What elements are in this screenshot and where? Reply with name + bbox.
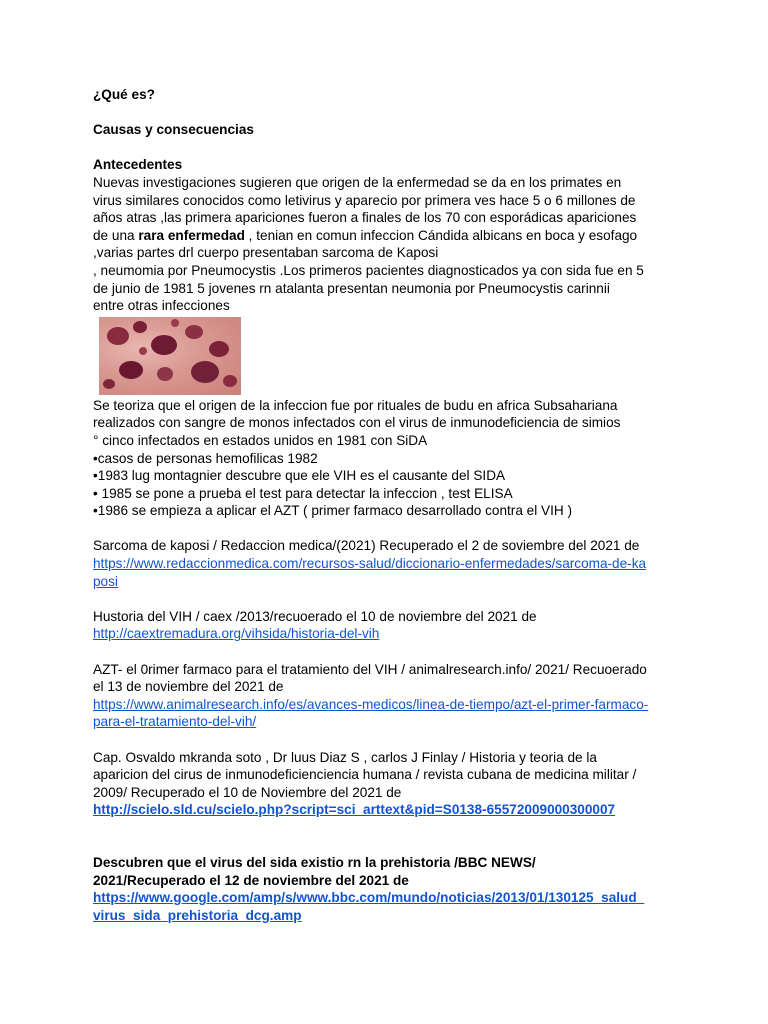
document-body [93, 86, 683, 925]
reference-text: AZT- el 0rimer farmaco para el tratamiento del VIH / animalresearch.info/ 2021/ Recuoerado [93, 661, 647, 677]
reference-text: el 13 de noviembre del 2021 de [93, 679, 284, 695]
timeline-item: •casos de personas hemofilicas 1982 [93, 450, 318, 466]
heading-causas: Causas y consecuencias [93, 122, 254, 138]
text-segment: , tenian en comun infeccion Cándida albicans en boca y esofago [244, 227, 638, 243]
text-line: virus similares conocidos como letivirus y aparecio por primera ves hace 5 o 6 millones de [93, 192, 636, 208]
timeline-item: • 1985 se pone a prueba el test para detectar la infeccion , test ELISA [93, 485, 513, 501]
text-line: , neumomia por Pneumocystis .Los primeros pacientes diagnosticados ya con sida fue en 5 [93, 262, 644, 278]
reference-text: Cap. Osvaldo mkranda soto , Dr luus Diaz S , carlos J Finlay / Historia y teoria de la [93, 749, 597, 765]
reference-text: Sarcoma de kaposi / Redaccion medica/(2021) Recuperado el 2 de soviembre del 2021 de [93, 538, 640, 554]
reference-1 [93, 537, 683, 590]
reference-link[interactable]: https://www.google.com/amp/s/www.bbc.com/mundo/noticias/2013/01/130125_salud_ [93, 890, 645, 906]
reference-link[interactable]: posi [93, 573, 118, 589]
reference-text: 2009/ Recuperado el 10 de Noviembre del 2021 de [93, 784, 402, 800]
reference-text: 2021/Recuperado el 12 de noviembre del 2021 de [93, 872, 409, 888]
reference-text: aparicion del cirus de inmunodeficienciencia humana / revista cubana de medicina militar / [93, 767, 637, 783]
text-segment: de una [93, 227, 139, 243]
reference-link[interactable]: https://www.animalresearch.info/es/avances-medicos/linea-de-tiempo/azt-el-primer-farmaco- [93, 696, 649, 712]
reference-link[interactable]: http://caextremadura.org/vihsida/historia-del-vih [93, 626, 380, 642]
text-line: de junio de 1981 5 jovenes rn atalanta presentan neumonia por Pneumocystis carinnii [93, 280, 610, 296]
text-line: ,varias partes drl cuerpo presentaban sarcoma de Kaposi [93, 245, 439, 261]
text-line [93, 227, 683, 245]
reference-text: Hustoria del VIH / caex /2013/recuoerado el 10 de noviembre del 2021 de [93, 608, 537, 624]
timeline-item: •1983 lug montagnier descubre que ele VIH es el causante del SIDA [93, 468, 506, 484]
heading-antecedentes: Antecedentes [93, 157, 183, 173]
reference-link[interactable]: https://www.redaccionmedica.com/recursos-salud/diccionario-enfermedades/sarcoma-de-ka [93, 556, 647, 572]
text-line: Se teoriza que el origen de la infeccion fue por rituales de budu en africa Subsahariana [93, 397, 618, 413]
heading-que-es: ¿Qué es? [93, 87, 155, 102]
antecedentes-paragraph [93, 174, 683, 315]
bold-term: rara enfermedad [138, 227, 245, 243]
text-line: años atras ,las primera apariciones fueron a finales de los 70 con esporádicas apariciones [93, 210, 637, 226]
text-line: entre otras infecciones [93, 298, 230, 314]
reference-5 [93, 854, 683, 924]
reference-3 [93, 661, 683, 731]
kaposi-sarcoma-skin-photo [99, 317, 241, 395]
timeline-item: •1986 se empieza a aplicar el AZT ( primer farmaco desarrollado contra el VIH ) [93, 503, 572, 519]
reference-link[interactable]: http://scielo.sld.cu/scielo.php?script=sci_arttext&pid=S0138-65572009000300007 [93, 802, 616, 818]
reference-4 [93, 749, 683, 819]
reference-2 [93, 608, 683, 643]
reference-link[interactable]: virus_sida_prehistoria_dcg.amp [93, 907, 302, 923]
text-line: realizados con sangre de monos infectados con el virus de inmunodeficiencia de simios [93, 415, 621, 431]
teoria-paragraph [93, 397, 683, 520]
timeline-item: ° cinco infectados en estados unidos en 1981 con SiDA [93, 432, 428, 448]
text-line: Nuevas investigaciones sugieren que origen de la enfermedad se da en los primates en [93, 174, 622, 190]
reference-text: Descubren que el virus del sida existio rn la prehistoria /BBC NEWS/ [93, 855, 536, 871]
reference-link[interactable]: para-el-tratamiento-del-vih/ [93, 714, 257, 730]
